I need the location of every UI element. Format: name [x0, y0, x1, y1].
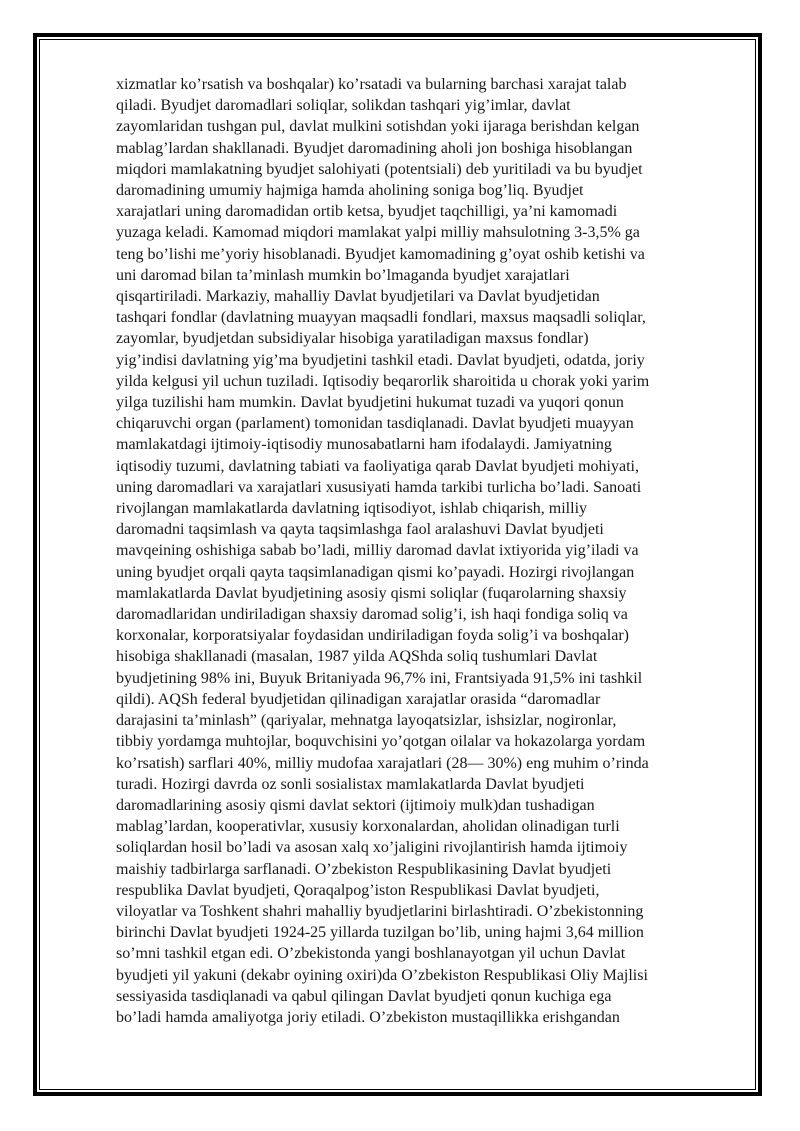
- text-line: darajasini ta’minlash” (qariyalar, mehnatga layoqatsizlar, ishsizlar, nogironlar,: [116, 712, 617, 730]
- text-line: mablag’lardan shakllanadi. Byudjet daromadining aholi jon boshiga hisoblangan: [116, 139, 633, 157]
- text-line: birinchi Davlat byudjeti 1924-25 yillarda tuzilgan bo’lib, uning hajmi 3,64 million: [116, 924, 644, 942]
- text-line: mamlakatdagi ijtimoiy-iqtisodiy munosabatlarni ham ifodalaydi. Jamiyatning: [116, 436, 612, 454]
- text-line: daromadining umumiy hajmiga hamda aholining soniga bog’liq. Byudjet: [116, 182, 584, 200]
- text-line: qisqartiriladi. Markaziy, mahalliy Davlat byudjetilari va Davlat byudjetidan: [116, 288, 600, 306]
- text-line: daromadni taqsimlash va qayta taqsimlashga faol aralashuvi Davlat byudjeti: [116, 521, 604, 539]
- text-line: turadi. Hozirgi davrda oz sonli sosialistax mamlakatlarda Davlat byudjeti: [116, 775, 585, 793]
- text-line: yig’indisi davlatning yig’ma byudjetini tashkil etadi. Davlat byudjeti, odatda, joriy: [116, 351, 645, 369]
- text-line: viloyatlar va Toshkent shahri mahalliy byudjetlarini birlashtiradi. O’zbekistonning: [116, 902, 644, 920]
- text-line: rivojlangan mamlakatlarda davlatning iqtisodiyot, ishlab chiqarish, milliy: [116, 500, 588, 518]
- text-line: yuzaga keladi. Kamomad miqdori mamlakat yalpi milliy mahsulotning 3-3,5% ga: [116, 224, 640, 242]
- body-text: [116, 74, 746, 1028]
- text-line: xarajatlari uning daromadidan ortib ketsa, byudjet taqchilligi, ya’ni kamomadi: [116, 203, 618, 221]
- text-line: uning daromadlari va xarajatlari xususiyati hamda tarkibi turlicha bo’ladi. Sanoati: [116, 478, 642, 496]
- text-line: uning byudjet orqali qayta taqsimlanadigan qismi ko’payadi. Hozirgi rivojlangan: [116, 563, 635, 581]
- text-line: tashqari fondlar (davlatning muayyan maqsadli fondlari, maxsus maqsadli soliqlar,: [116, 309, 646, 327]
- text-line: byudjeti yil yakuni (dekabr oyining oxiri)da O’zbekiston Respublikasi Oliy Majlisi: [116, 966, 648, 984]
- text-line: daromadlarining asosiy qismi davlat sektori (ijtimoiy mulk)dan tushadigan: [116, 796, 595, 814]
- text-line: uni daromad bilan ta’minlash mumkin bo’lmaganda byudjet xarajatlari: [116, 266, 570, 284]
- text-line: respublika Davlat byudjeti, Qoraqalpog’iston Respublikasi Davlat byudjeti,: [116, 881, 600, 899]
- text-line: chiqaruvchi organ (parlament) tomonidan tasdiqlanadi. Davlat byudjeti muayyan: [116, 415, 634, 433]
- text-line: yilga tuzilishi ham mumkin. Davlat byudjetini hukumat tuzadi va yuqori qonun: [116, 394, 624, 412]
- text-line: mablag’lardan, kooperativlar, xususiy korxonalardan, aholidan olinadigan turli: [116, 818, 620, 836]
- text-line: so’mni tashkil etgan edi. O’zbekistonda yangi boshlanayotgan yil uchun Davlat: [116, 945, 626, 963]
- text-line: soliqlardan hosil bo’ladi va asosan xalq xo’jaligini rivojlantirish hamda ijtimoiy: [116, 839, 628, 857]
- text-line: qiladi. Byudjet daromadlari soliqlar, solikdan tashqari yig’imlar, davlat: [116, 97, 571, 115]
- text-line: zayomlaridan tushgan pul, davlat mulkini sotishdan yoki ijaraga berishdan kelgan: [116, 118, 640, 136]
- text-line: ko’rsatish) sarflari 40%, milliy mudofaa xarajatlari (28— 30%) eng muhim o’rinda: [116, 754, 649, 772]
- text-line: xizmatlar ko’rsatish va boshqalar) ko’rsatadi va bularning barchasi xarajat talab: [116, 76, 627, 93]
- text-line: hisobiga shakllanadi (masalan, 1987 yilda AQShda soliq tushumlari Davlat: [116, 648, 598, 666]
- text-line: daromadlaridan undiriladigan shaxsiy daromad solig’i, ish haqi fondiga soliq va: [116, 606, 628, 624]
- text-line: bo’ladi hamda amaliyotga joriy etiladi. O’zbekiston mustaqillikka erishgandan: [116, 1008, 620, 1026]
- text-line: zayomlar, byudjetdan subsidiyalar hisobiga yaratiladigan maxsus fondlar): [116, 330, 589, 348]
- text-line: korxonalar, korporatsiyalar foydasidan undiriladigan foyda solig’i va boshqalar): [116, 627, 629, 645]
- text-line: iqtisodiy tuzumi, davlatning tabiati va faoliyatiga qarab Davlat byudjeti mohiyati,: [116, 457, 639, 475]
- text-line: miqdori mamlakatning byudjet salohiyati (potentsiali) deb yuritiladi va bu byudjet: [116, 160, 643, 178]
- text-line: mavqeining oshishiga sabab bo’ladi, milliy daromad davlat ixtiyorida yig’iladi va: [116, 542, 639, 560]
- text-line: sessiyasida tasdiqlanadi va qabul qilingan Davlat byudjeti qonun kuchiga ega: [116, 987, 612, 1005]
- text-line: teng bo’lishi me’yoriy hisoblanadi. Byudjet kamomadining g’oyat oshib ketishi va: [116, 245, 645, 263]
- text-line: byudjetining 98% ini, Buyuk Britaniyada 96,7% ini, Frantsiyada 91,5% ini tashkil: [116, 669, 643, 687]
- text-line: mamlakatlarda Davlat byudjetining asosiy qismi soliqlar (fuqarolarning shaxsiy: [116, 584, 627, 602]
- text-line: yilda kelgusi yil uchun tuziladi. Iqtisodiy beqarorlik sharoitida u chorak yoki yarim: [116, 372, 650, 390]
- text-line: tibbiy yordamga muhtojlar, boquvchisini yo’qotgan oilalar va hokazolarga yordam: [116, 733, 646, 751]
- text-line: qildi). AQSh federal byudjetidan qilinadigan xarajatlar orasida “daromadlar: [116, 690, 601, 708]
- text-line: maishiy tadbirlarga sarflanadi. O’zbekiston Respublikasining Davlat byudjeti: [116, 860, 612, 878]
